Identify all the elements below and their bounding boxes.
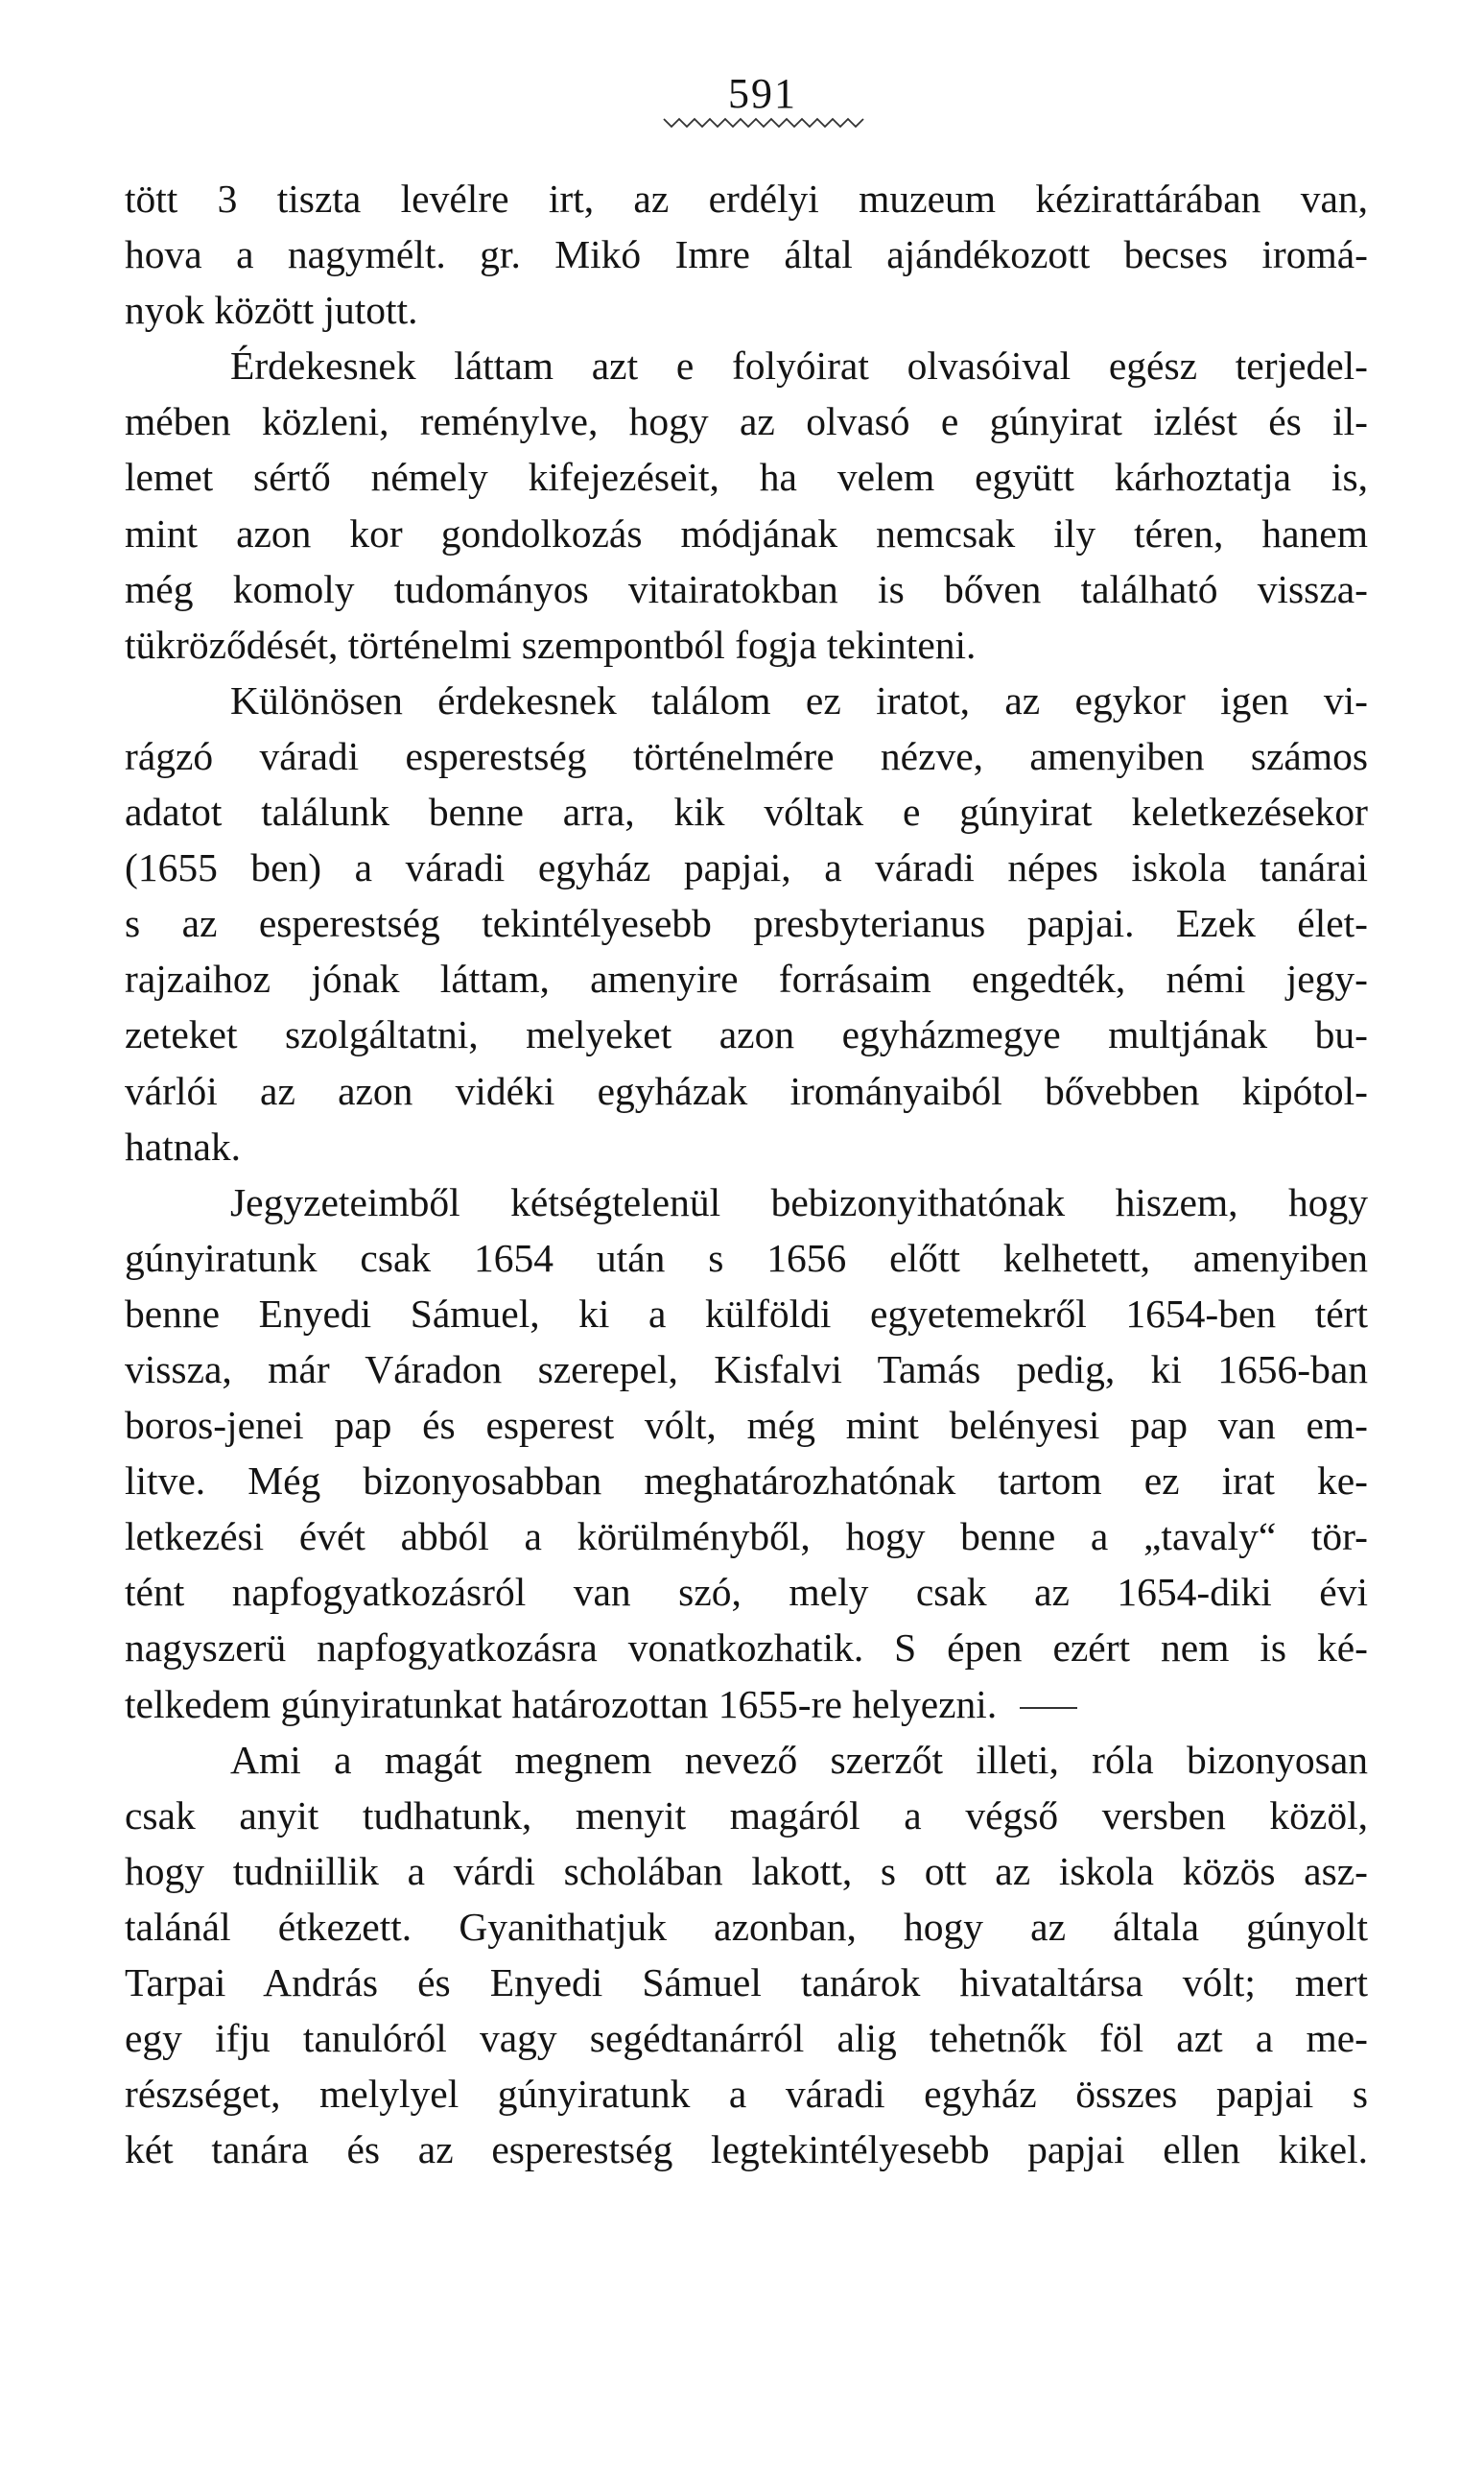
text-line: (1655 ben) a váradi egyház papjai, a váradi népes iskola tanárai <box>125 845 1368 890</box>
text-line: Jegyzeteimből kétségtelenül bebizonyithatónak hiszem, hogy <box>230 1179 1368 1224</box>
text-line: várlói az azon vidéki egyházak irományaiból bővebben kipótol- <box>125 1068 1368 1113</box>
page-number: 591 <box>728 70 797 117</box>
text-line: Tarpai András és Enyedi Sámuel tanárok hivataltársa vólt; mert <box>125 1960 1368 2004</box>
text-line: hatnak. <box>125 1124 241 1169</box>
text-line <box>125 1676 1368 1732</box>
text-line: benne Enyedi Sámuel, ki a külföldi egyetemekről 1654-ben tért <box>125 1291 1368 1336</box>
text-line: hova a nagymélt. gr. Mikó Imre által ajándékozott becses iromá- <box>125 232 1368 277</box>
page-number-ornament <box>662 115 868 130</box>
text-line: mében közleni, reménylve, hogy az olvasó e gúnyirat izlést és il- <box>125 399 1368 444</box>
text-line: hogy tudniillik a várdi scholában lakott, s ott az iskola közös asz- <box>125 1848 1368 1893</box>
text-line-content: telkedem gúnyiratunkat határozottan 1655-re helyezni. <box>125 1681 998 1726</box>
text-line: lemet sértő némely kifejezéseit, ha velem együtt kárhoztatja is, <box>125 455 1368 500</box>
paragraph-1 <box>125 171 1368 338</box>
text-line: tént napfogyatkozásról van szó, mely csak az 1654-diki évi <box>125 1570 1368 1615</box>
paragraph-3 <box>125 673 1368 1174</box>
text-line: s az esperestség tekintélyesebb presbyterianus papjai. Ezek élet- <box>125 901 1368 946</box>
text-line: talánál étkezett. Gyanithatjuk azonban, hogy az általa gúnyolt <box>125 1904 1368 1949</box>
text-line: csak anyit tudhatunk, menyit magáról a végső versben közöl, <box>125 1792 1368 1838</box>
text-line: mint azon kor gondolkozás módjának nemcsak ily téren, hanem <box>125 510 1368 556</box>
text-line: Ami a magát megnem nevező szerzőt illeti, róla bizonyosan <box>230 1737 1368 1782</box>
text-line: Különösen érdekesnek találom ez iratot, az egykor igen vi- <box>230 677 1368 723</box>
body-text <box>125 171 1368 2177</box>
paragraph-2 <box>125 338 1368 673</box>
text-line: nyok között jutott. <box>125 288 418 333</box>
text-line: adatot találunk benne arra, kik vóltak e gúnyirat keletkezésekor <box>125 790 1368 835</box>
text-line: letkezési évét abból a körülményből, hogy benne a „tavaly“ tör- <box>125 1514 1368 1559</box>
text-line: tött 3 tiszta levélre irt, az erdélyi muzeum kézirattárában van, <box>125 177 1368 221</box>
text-line: rajzaihoz jónak láttam, amenyire forrásaim engedték, némi jegy- <box>125 957 1368 1002</box>
text-line: gúnyiratunk csak 1654 után s 1656 előtt kelhetett, amenyiben <box>125 1235 1368 1280</box>
text-line: még komoly tudományos vitairatokban is bőven található vissza- <box>125 566 1368 611</box>
text-line: boros-jenei pap és esperest vólt, még mint belényesi pap van em- <box>125 1403 1368 1448</box>
text-line: tükröződését, történelmi szempontból fogja tekinteni. <box>125 622 977 667</box>
text-line: vissza, már Váradon szerepel, Kisfalvi Tamás pedig, ki 1656-ban <box>125 1346 1368 1391</box>
paragraph-5 <box>125 1732 1368 2178</box>
paragraph-4 <box>125 1174 1368 1732</box>
text-line: litve. Még bizonyosabban meghatározhatónak tartom ez irat ke- <box>125 1458 1368 1504</box>
text-line: zeteket szolgáltatni, melyeket azon egyházmegye multjának bu- <box>125 1012 1368 1057</box>
end-rule <box>1020 1707 1077 1709</box>
text-line: rágzó váradi esperestség történelmére nézve, amenyiben számos <box>125 733 1368 778</box>
text-line: két tanára és az esperestség legtekintélyesebb papjai ellen kikel. <box>125 2127 1368 2172</box>
text-line: részséget, melylyel gúnyiratunk a váradi egyház összes papjai s <box>125 2072 1368 2117</box>
text-line: Érdekesnek láttam azt e folyóirat olvasóival egész terjedel- <box>230 344 1368 389</box>
text-line: nagyszerü napfogyatkozásra vonatkozhatik. S épen ezért nem is ké- <box>125 1625 1368 1671</box>
text-line: egy ifju tanulóról vagy segédtanárról alig tehetnők föl azt a me- <box>125 2016 1368 2061</box>
